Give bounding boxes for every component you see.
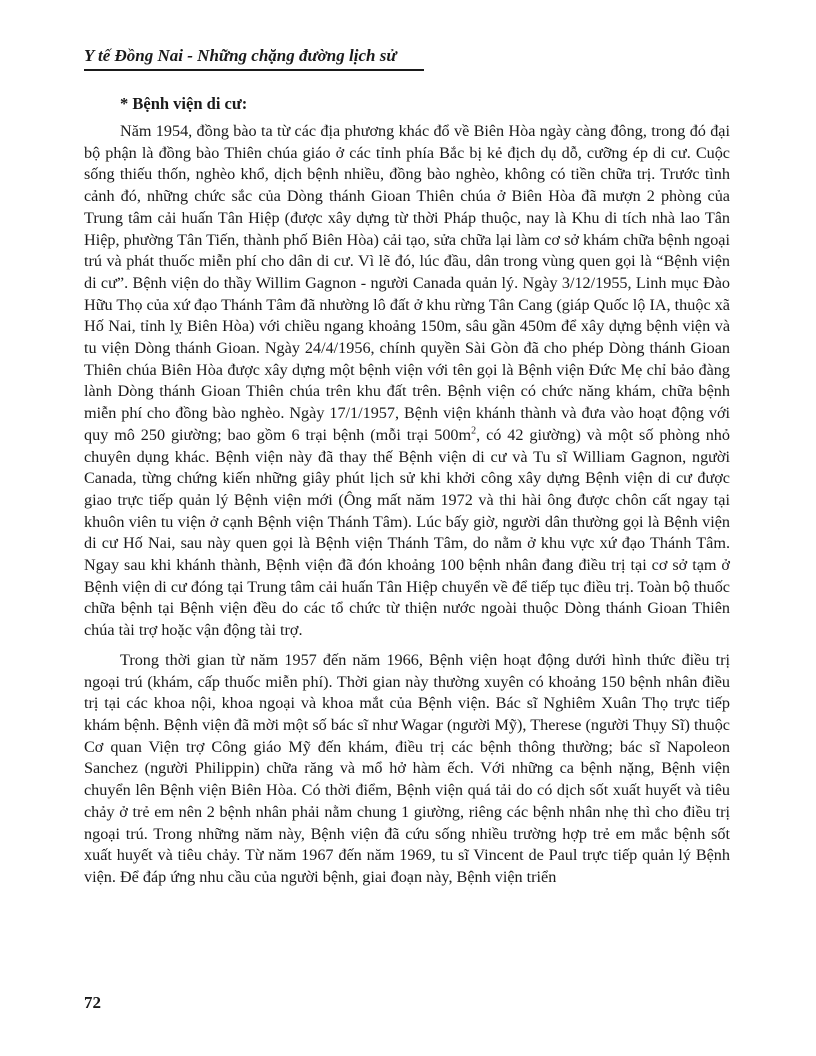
paragraph-1: [84, 121, 730, 642]
section-heading: * Bệnh viện di cư:: [120, 94, 248, 113]
paragraph-2: Trong thời gian từ năm 1957 đến năm 1966, Bệnh viện hoạt động dưới hình thức điều trị ngoại trú (khám, cấp thuốc miễn phí). Thời gian này thường xuyên có khoảng 150 bệnh nhân điều trị tại các khoa nội, khoa ngoại và khoa mắt của Bệnh viện. Bác sĩ Nghiêm Xuân Thọ trực tiếp khám bệnh. Bệnh viện đã mời một số bác sĩ như Wagar (người Mỹ), Therese (người Thụy Sĩ) thuộc Cơ quan Viện trợ Công giáo Mỹ đến khám, điều trị các bệnh thông thường; bác sĩ Napoleon Sanchez (người Philippin) chữa răng và mổ hở hàm ếch. Với những ca bệnh nặng, Bệnh viện chuyển lên Bệnh viện Biên Hòa. Có thời điểm, Bệnh viện quá tải do có dịch sốt xuất huyết và tiêu chảy ở trẻ em nên 2 bệnh nhân phải nằm chung 1 giường, riêng các bệnh nhân nhẹ thì cho điều trị ngoại trú. Trong những năm này, Bệnh viện đã cứu sống nhiều trường hợp trẻ em mắc bệnh sốt xuất huyết và tiêu chảy. Từ năm 1967 đến năm 1969, tu sĩ Vincent de Paul trực tiếp quản lý Bệnh viện. Để đáp ứng nhu cầu của người bệnh, giai đoạn này, Bệnh viện triển: [84, 650, 730, 886]
superscript-2: 2: [471, 425, 477, 437]
page-body: [84, 93, 730, 889]
paragraph-1-text-b: , có 42 giường) và một số phòng nhỏ chuyên dụng khác. Bệnh viện này đã thay thế Bệnh viện di cư và Tu sĩ William Gagnon, người Canada, từng chứng kiến những giây phút lịch sử khi khởi công xây dựng Bệnh viện di cư được giao trực tiếp quản lý Bệnh viện mới (Ông mất năm 1972 và thi hài ông được chôn cất ngay tại khuôn viên tu viện ở cạnh Bệnh viện Thánh Tâm). Lúc bấy giờ, người dân thường gọi là Bệnh viện di cư Hố Nai, sau này quen gọi là Bệnh viện Thánh Tâm, do nằm ở khu vực xứ đạo Thánh Tâm. Ngay sau khi khánh thành, Bệnh viện đã đón khoảng 100 bệnh nhân đang điều trị tại cơ sở tạm ở Bệnh viện di cư đóng tại Trung tâm cải huấn Tân Hiệp chuyển về để tiếp tục điều trị. Toàn bộ thuốc chữa bệnh tại Bệnh viện đều do các tổ chức từ thiện nước ngoài thuộc Dòng thánh Gioan Thiên chúa tài trợ hoặc vận động tài trợ.: [84, 425, 730, 640]
page-number: 72: [84, 993, 101, 1012]
running-header: Y tế Đồng Nai - Những chặng đường lịch sử: [84, 45, 424, 71]
paragraph-1-text-a: Năm 1954, đồng bào ta từ các địa phương khác đổ về Biên Hòa ngày càng đông, trong đó đại bộ phận là đồng bào Thiên chúa giáo ở các tỉnh phía Bắc bị kẻ địch dụ dỗ, cưỡng ép di cư. Cuộc sống thiếu thốn, nghèo khổ, dịch bệnh nhiều, đồng bào nghèo, không có tiền chữa trị. Trước tình cảnh đó, những chức sắc của Dòng thánh Gioan Thiên chúa ở Biên Hòa đã mượn 2 phòng của Trung tâm cải huấn Tân Hiệp (được xây dựng từ thời Pháp thuộc, nay là Khu di tích nhà lao Tân Hiệp, phường Tân Tiến, thành phố Biên Hòa) cải tạo, sửa chữa lại làm cơ sở khám chữa bệnh ngoại trú và phát thuốc miễn phí cho dân di cư. Vì lẽ đó, lúc đầu, dân trong vùng quen gọi là “Bệnh viện di cư”. Bệnh viện do thầy Willim Gagnon - người Canada quản lý. Ngày 3/12/1955, Linh mục Đào Hữu Thọ của xứ đạo Thánh Tâm đã nhường lô đất ở khu rừng Tân Cang (giáp Quốc lộ IA, thuộc xã Hố Nai, tỉnh lỵ Biên Hòa) với chiều ngang khoảng 150m, sâu gần 450m để xây dựng bệnh viện và tu viện Dòng thánh Gioan. Ngày 24/4/1956, chính quyền Sài Gòn đã cho phép Dòng thánh Gioan Thiên chúa Biên Hòa được xây dựng một bệnh viện với tên gọi là Bệnh viện Đức Mẹ chỉ bảo đàng lành Dòng thánh Gioan Thiên chúa trên khu đất trên. Bệnh viện có chức năng khám, chữa bệnh miễn phí cho đồng bào nghèo. Ngày 17/1/1957, Bệnh viện khánh thành và đưa vào hoạt động với quy mô 250 giường; bao gồm 6 trại bệnh (mỗi trại 500m: [84, 122, 730, 444]
